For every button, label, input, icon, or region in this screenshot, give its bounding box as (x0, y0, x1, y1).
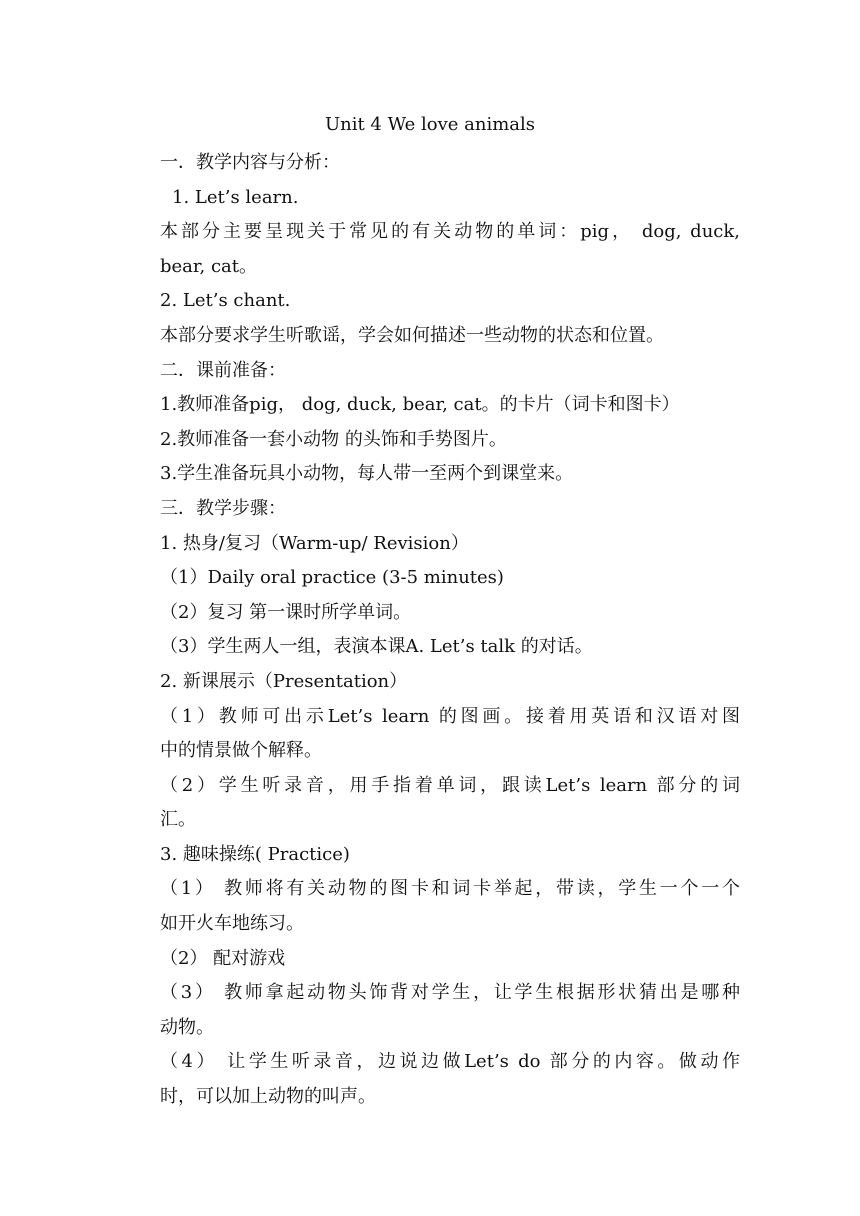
list-item: 3.学生准备玩具小动物，每人带一至两个到课堂来。 (160, 463, 574, 485)
list-item: （2）学生听录音，用手指着单词，跟读Let’s learn 部分的词 (160, 774, 740, 796)
section-heading-preparation: 二．课前准备： (160, 359, 286, 381)
list-item-continued: 中的情景做个解释。 (160, 740, 322, 762)
document-body (160, 146, 740, 1115)
list-item-continued: 动物。 (160, 1016, 214, 1038)
step-heading: 3. 趣味操练( Practice) (160, 843, 350, 865)
subheading-lets-chant: 2. Let’s chant. (160, 290, 291, 312)
list-item: （1） 教师将有关动物的图卡和词卡举起，带读，学生一个一个 (160, 878, 740, 900)
list-item-continued: 时，可以加上动物的叫声。 (160, 1086, 376, 1108)
step-heading: 1. 热身/复习（Warm-up/ Revision） (160, 532, 469, 554)
list-item: 1.教师准备pig， dog, duck, bear, cat。的卡片（词卡和图卡） (160, 394, 680, 416)
paragraph-line: bear, cat。 (160, 255, 258, 277)
list-item: （2） 配对游戏 (160, 947, 286, 969)
list-item: （3） 教师拿起动物头饰背对学生，让学生根据形状猜出是哪种 (160, 982, 740, 1004)
section-heading-content: 一．教学内容与分析： (160, 152, 340, 173)
document-title: Unit 4 We love animals (324, 114, 536, 135)
list-item: （1）教师可出示Let’s learn 的图画。接着用英语和汉语对图 (160, 705, 740, 727)
subheading-lets-learn: 1. Let’s learn. (172, 186, 299, 208)
list-item-continued: 汇。 (160, 809, 196, 831)
section-heading-steps: 三．教学步骤： (160, 497, 286, 519)
list-item: （3）学生两人一组，表演本课A. Let’s talk 的对话。 (160, 636, 593, 658)
list-item: 2.教师准备一套小动物 的头饰和手势图片。 (160, 428, 507, 450)
list-item: （1）Daily oral practice (3-5 minutes) (160, 567, 504, 589)
list-item-continued: 如开火车地练习。 (160, 913, 304, 935)
paragraph-line: 本部分主要呈现关于常见的有关动物的单词：pig， dog, duck, (160, 221, 740, 243)
paragraph-line: 本部分要求学生听歌谣，学会如何描述一些动物的状态和位置。 (160, 324, 664, 346)
step-heading: 2. 新课展示（Presentation） (160, 670, 408, 692)
list-item: （4） 让学生听录音，边说边做Let’s do 部分的内容。做动作 (160, 1051, 740, 1073)
list-item: （2）复习 第一课时所学单词。 (160, 601, 412, 623)
